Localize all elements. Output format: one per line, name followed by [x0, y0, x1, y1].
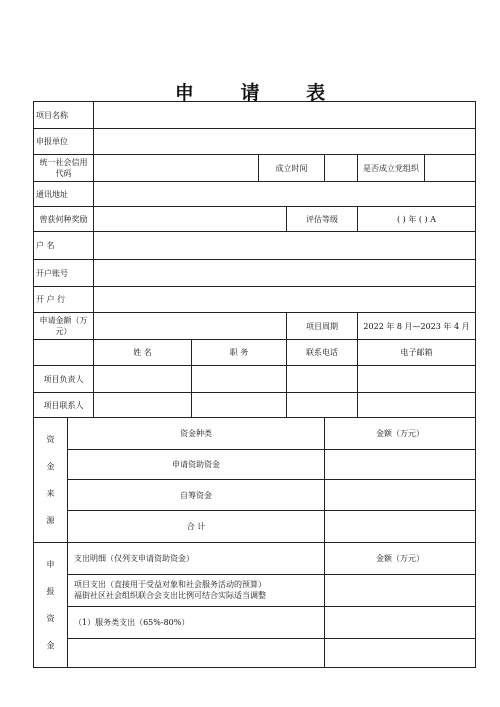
period-value: 2022 年 8 月—2023 年 4 月 [358, 313, 476, 340]
row-funding-requested [34, 449, 476, 480]
col-position-header: 职 务 [192, 340, 287, 366]
founded-label: 成立时间 [259, 155, 325, 182]
leader-name-field[interactable] [94, 366, 192, 393]
col-phone-header: 联系电话 [287, 340, 358, 366]
project-name-label: 项目名称 [34, 102, 94, 129]
funding-requested-label: 申请资助资金 [68, 449, 325, 480]
row-leader [34, 366, 476, 393]
row-funding-total [34, 511, 476, 543]
address-field[interactable] [94, 182, 476, 207]
funding-total-amount[interactable] [325, 511, 476, 543]
account-no-label: 开户账号 [34, 260, 94, 287]
founded-field[interactable] [325, 155, 358, 182]
funding-source-side-label: 资 金 来 源 [34, 418, 68, 543]
leader-email-field[interactable] [358, 366, 476, 393]
awards-field[interactable] [94, 207, 287, 232]
contact-phone-field[interactable] [287, 393, 358, 418]
contact-email-field[interactable] [358, 393, 476, 418]
awards-label: 曾获何种奖励 [34, 207, 94, 232]
row-awards [34, 207, 476, 232]
expense-note-amount[interactable] [325, 574, 476, 607]
row-applicant [34, 129, 476, 155]
expense-note-line1: 项目支出（直接用于受益对象和社会服务活动的预算） [74, 580, 266, 590]
expense-amount-header: 金额（万元） [325, 543, 476, 575]
row-expense-header [34, 543, 476, 575]
amount-field[interactable] [94, 313, 287, 340]
form-title: 申 请 表 [174, 82, 346, 104]
funding-total-label: 合 计 [68, 511, 325, 543]
row-account-no [34, 260, 476, 287]
contact-header-blank [34, 340, 94, 366]
period-label: 项目周期 [287, 313, 358, 340]
contact-name-field[interactable] [94, 393, 192, 418]
leader-phone-field[interactable] [287, 366, 358, 393]
expense-side-label: 申 报 资 金 [34, 543, 68, 668]
funding-type-header: 资金种类 [68, 418, 325, 450]
row-contact-header [34, 340, 476, 366]
credit-code-label: 统一社会信用代码 [34, 155, 94, 182]
expense-detail-header: 支出明细（仅列支申请资助资金） [68, 543, 325, 575]
account-name-label: 户 名 [34, 232, 94, 260]
credit-code-field[interactable] [94, 155, 259, 182]
funding-self-label: 自筹资金 [68, 480, 325, 511]
expense-service-amount[interactable] [325, 607, 476, 639]
rating-label: 评估等级 [287, 207, 358, 232]
row-bank [34, 287, 476, 313]
funding-requested-amount[interactable] [325, 449, 476, 480]
expense-service-label: （1）服务类支出（65%-80%） [68, 607, 325, 639]
row-expense-note [34, 574, 476, 607]
row-expense-service [34, 607, 476, 639]
rating-value[interactable]: ( ) 年 ( ) A [358, 207, 476, 232]
row-funding-header [34, 418, 476, 450]
row-funding-self [34, 480, 476, 511]
amount-label: 申请金额（万元） [34, 313, 94, 340]
row-amount [34, 313, 476, 340]
row-account-name [34, 232, 476, 260]
address-label: 通讯地址 [34, 182, 94, 207]
expense-note [68, 574, 325, 607]
account-name-field[interactable] [94, 232, 476, 260]
applicant-label: 申报单位 [34, 129, 94, 155]
row-expense-blank [34, 638, 476, 667]
contact-position-field[interactable] [192, 393, 287, 418]
contact-label: 项目联系人 [34, 393, 94, 418]
row-contact [34, 393, 476, 418]
account-no-field[interactable] [94, 260, 476, 287]
application-form-table [33, 101, 476, 668]
party-org-field[interactable] [425, 155, 476, 182]
row-credit-code [34, 155, 476, 182]
applicant-field[interactable] [94, 129, 476, 155]
bank-label: 开 户 行 [34, 287, 94, 313]
col-name-header: 姓 名 [94, 340, 192, 366]
expense-blank-item[interactable] [68, 638, 325, 667]
row-project-name [34, 102, 476, 129]
project-name-field[interactable] [94, 102, 476, 129]
funding-self-amount[interactable] [325, 480, 476, 511]
row-address [34, 182, 476, 207]
expense-blank-amount[interactable] [325, 638, 476, 667]
col-email-header: 电子邮箱 [358, 340, 476, 366]
bank-field[interactable] [94, 287, 476, 313]
leader-label: 项目负责人 [34, 366, 94, 393]
party-org-label: 是否成立党组织 [358, 155, 425, 182]
expense-note-line2: 福街社区社会组织联合会支出比例可结合实际适当调整 [74, 591, 266, 601]
funding-amount-header: 金额（万元） [325, 418, 476, 450]
leader-position-field[interactable] [192, 366, 287, 393]
